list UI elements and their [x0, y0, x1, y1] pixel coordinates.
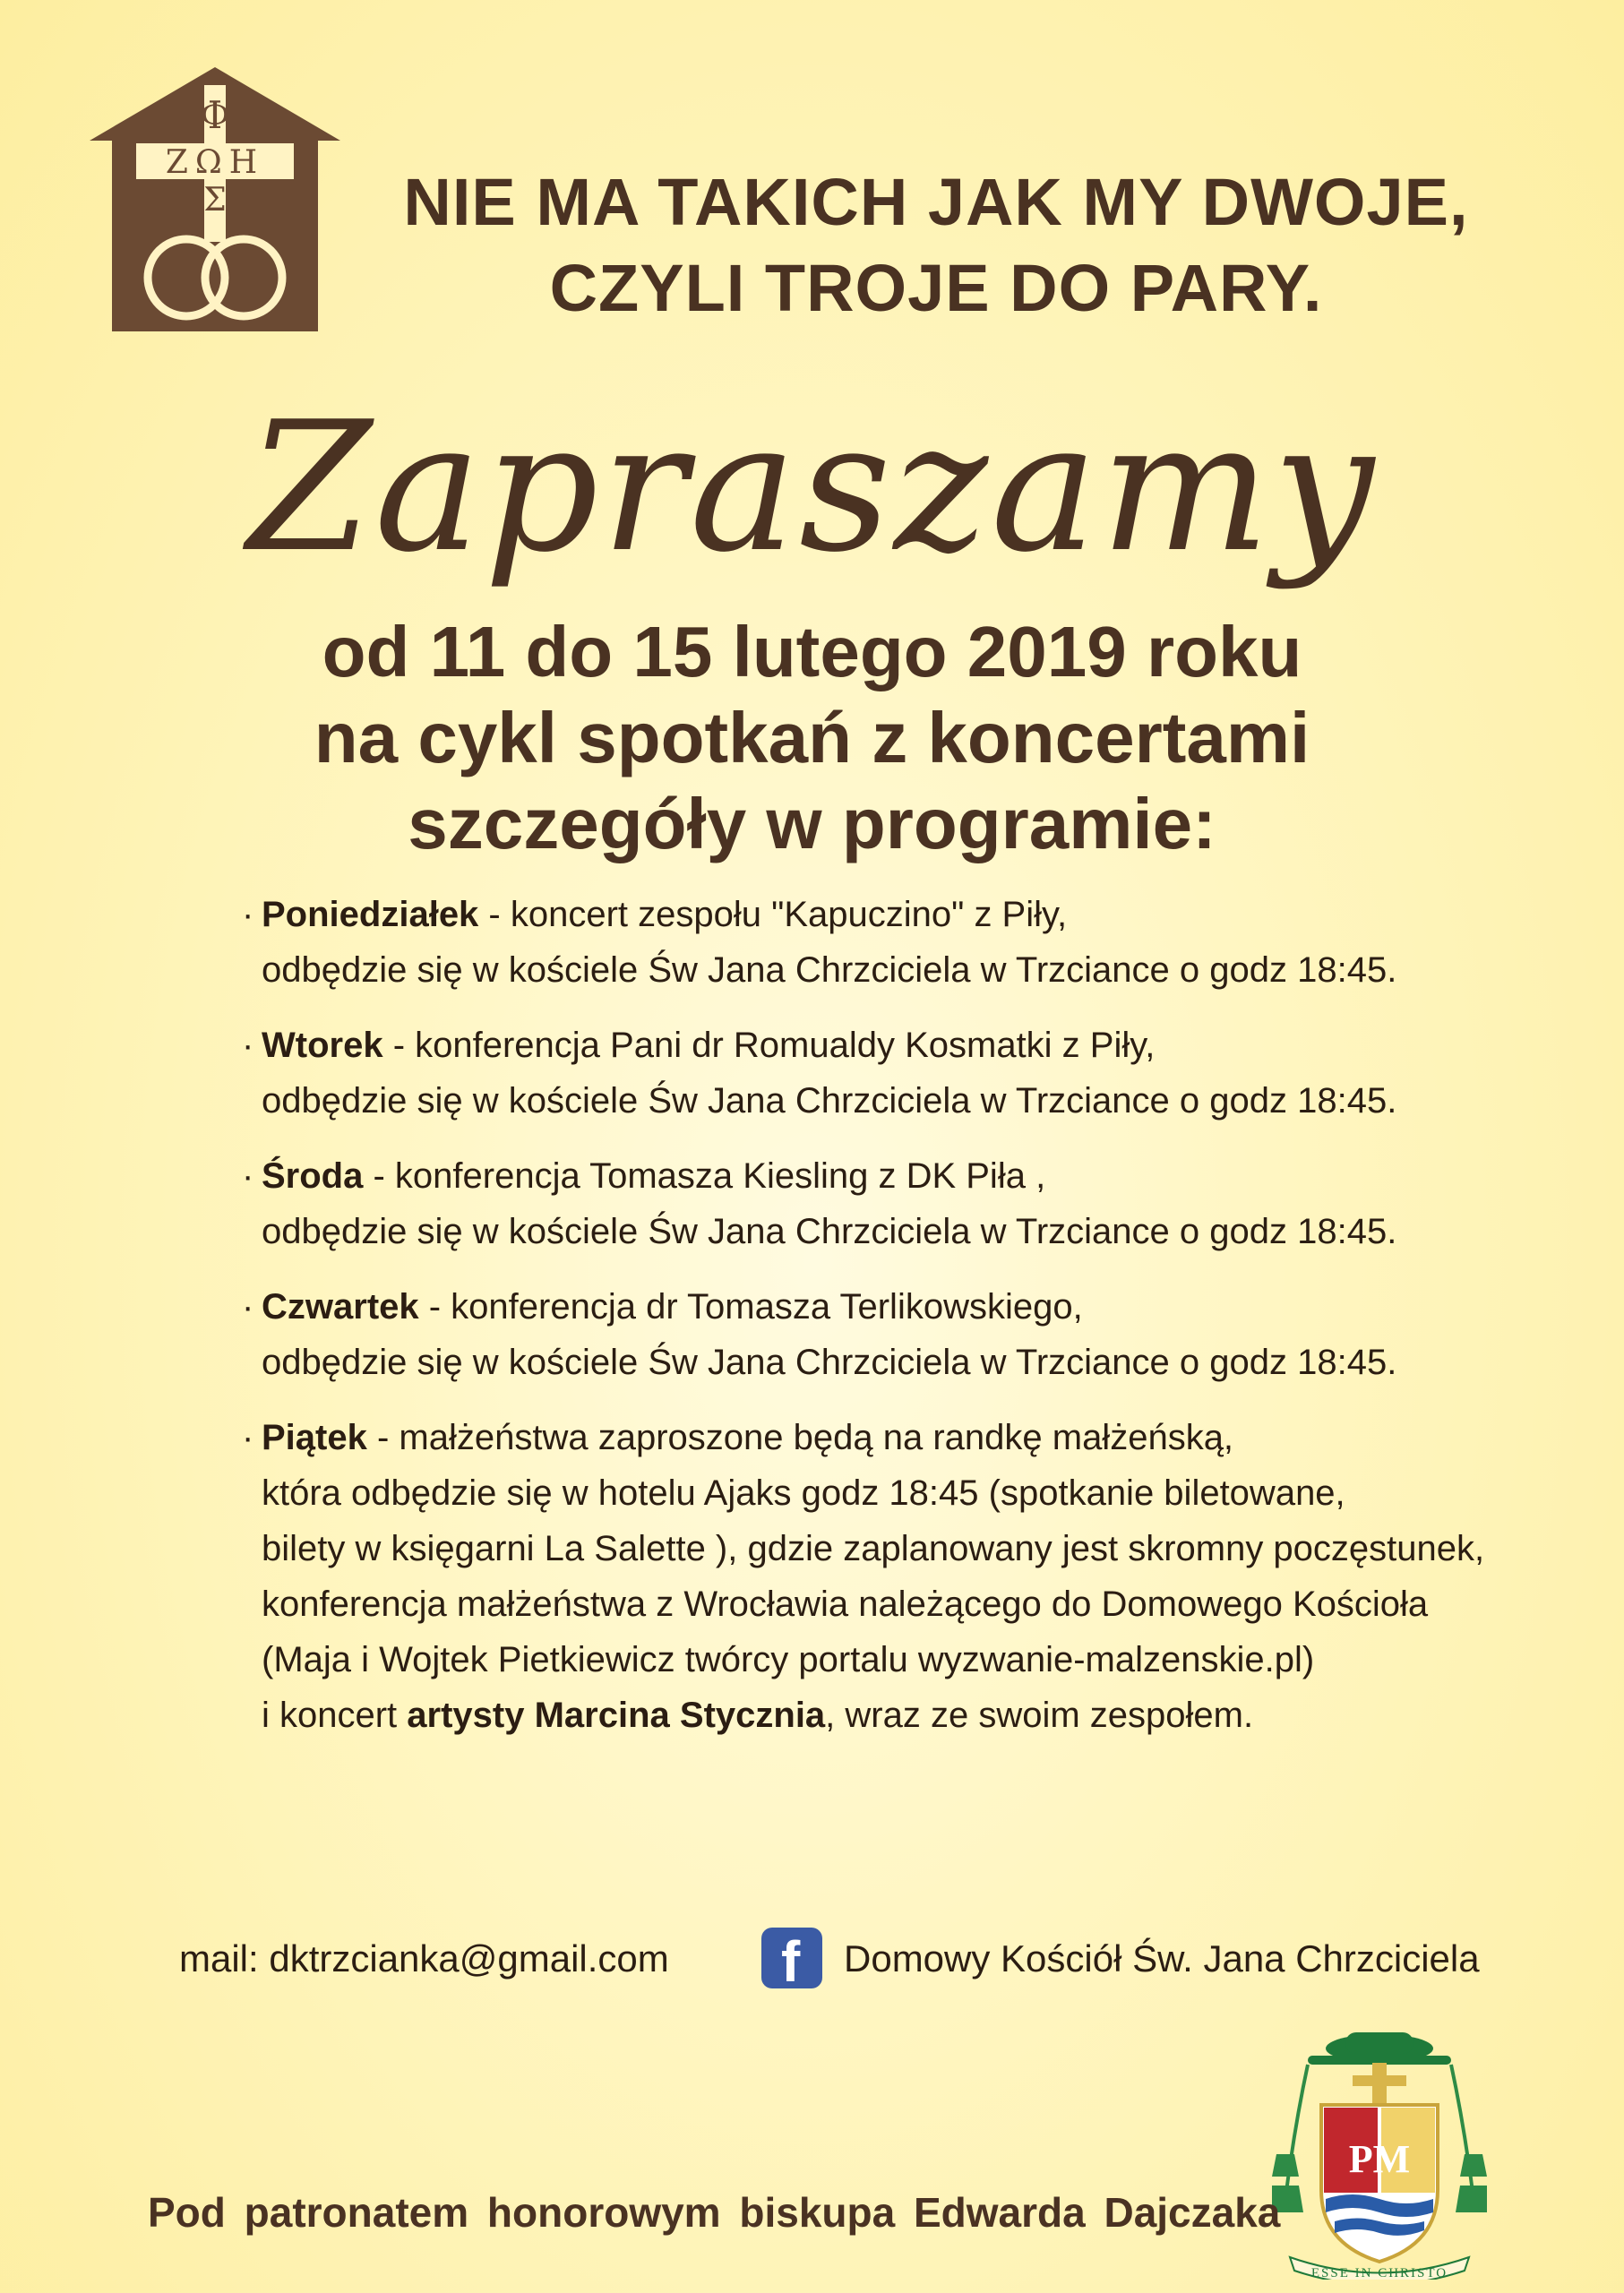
- program-item-monday: [242, 887, 1541, 998]
- svg-text:Φ: Φ: [199, 93, 231, 137]
- bullet: ·: [242, 1418, 254, 1457]
- event-detail-post: , wraz ze swoim zespołem.: [825, 1696, 1254, 1735]
- program-item-wednesday: [242, 1148, 1541, 1259]
- event-text: - konferencja Pani dr Romualdy Kosmatki z Piły,: [382, 1026, 1156, 1065]
- patronage-note: Pod patronatem honorowym biskupa Edwarda Dajczaka: [148, 2189, 1281, 2236]
- svg-text:Σ: Σ: [203, 182, 227, 219]
- bishop-coat-of-arms: [1272, 2020, 1487, 2280]
- svg-text:ΖΩΗ: ΖΩΗ: [165, 144, 265, 181]
- subheading-line-2: na cykl spotkań z koncertami: [314, 698, 1310, 777]
- invite-title: Zapraszamy: [247, 383, 1377, 592]
- program-list: [242, 887, 1541, 1763]
- event-text: - koncert zespołu "Kapuczino" z Piły,: [478, 895, 1068, 934]
- headline: [340, 159, 1532, 331]
- headline-line-2: CZYLI TROJE DO PARY.: [549, 251, 1323, 325]
- event-detail-pre: i koncert: [262, 1696, 408, 1735]
- facebook-icon: f: [761, 1928, 822, 1988]
- email-link[interactable]: mail: dktrzcianka@gmail.com: [179, 1937, 669, 1980]
- event-location: odbędzie się w kościele Św Jana Chrzciciela w Trzciance o godz 18:45.: [262, 1081, 1397, 1121]
- zoe-house-logo: [90, 67, 340, 331]
- bullet: ·: [242, 1156, 254, 1196]
- bullet: ·: [242, 1026, 254, 1065]
- subheading-line-3: szczegóły w programie:: [408, 784, 1216, 863]
- date-subheading: [0, 609, 1624, 867]
- event-location: odbędzie się w kościele Św Jana Chrzciciela w Trzciance o godz 18:45.: [262, 1212, 1397, 1251]
- coat-motto: ESSE IN CHRISTO: [1310, 2266, 1448, 2280]
- day-label: Środa: [262, 1156, 364, 1196]
- event-detail-line: (Maja i Wojtek Pietkiewicz twórcy portalu wyzwanie-malzenskie.pl): [262, 1640, 1315, 1679]
- facebook-link[interactable]: [761, 1930, 1480, 1992]
- program-item-friday: [242, 1410, 1541, 1743]
- event-detail-line: konferencja małżeństwa z Wrocławia należącego do Domowego Kościoła: [262, 1584, 1429, 1624]
- day-label: Poniedziałek: [262, 895, 479, 934]
- event-text: - małżeństwa zaproszone będą na randkę małżeńską,: [366, 1418, 1234, 1457]
- event-location: odbędzie się w kościele Św Jana Chrzciciela w Trzciance o godz 18:45.: [262, 950, 1397, 990]
- day-label: Czwartek: [262, 1287, 419, 1327]
- subheading-line-1: od 11 do 15 lutego 2019 roku: [322, 612, 1302, 691]
- event-text: - konferencja dr Tomasza Terlikowskiego,: [418, 1287, 1083, 1327]
- artist-name: artysty Marcina Stycznia: [407, 1696, 826, 1735]
- event-text: - konferencja Tomasza Kiesling z DK Piła ,: [363, 1156, 1046, 1196]
- day-label: Piątek: [262, 1418, 367, 1457]
- event-detail-line: która odbędzie się w hotelu Ajaks godz 18:45 (spotkanie biletowane,: [262, 1473, 1345, 1513]
- headline-line-1: NIE MA TAKICH JAK MY DWOJE,: [403, 165, 1469, 239]
- program-item-thursday: [242, 1279, 1541, 1390]
- event-detail-line: bilety w księgarni La Salette ), gdzie zaplanowany jest skromny poczęstunek,: [262, 1529, 1485, 1568]
- program-item-tuesday: [242, 1018, 1541, 1129]
- contact-bar: [179, 1928, 1523, 1994]
- coat-monogram: PM: [1348, 2137, 1411, 2181]
- day-label: Wtorek: [262, 1026, 383, 1065]
- facebook-page-name: Domowy Kościół Św. Jana Chrzciciela: [844, 1937, 1480, 1980]
- bullet: ·: [242, 1287, 254, 1327]
- event-location: odbędzie się w kościele Św Jana Chrzciciela w Trzciance o godz 18:45.: [262, 1343, 1397, 1382]
- bullet: ·: [242, 895, 254, 934]
